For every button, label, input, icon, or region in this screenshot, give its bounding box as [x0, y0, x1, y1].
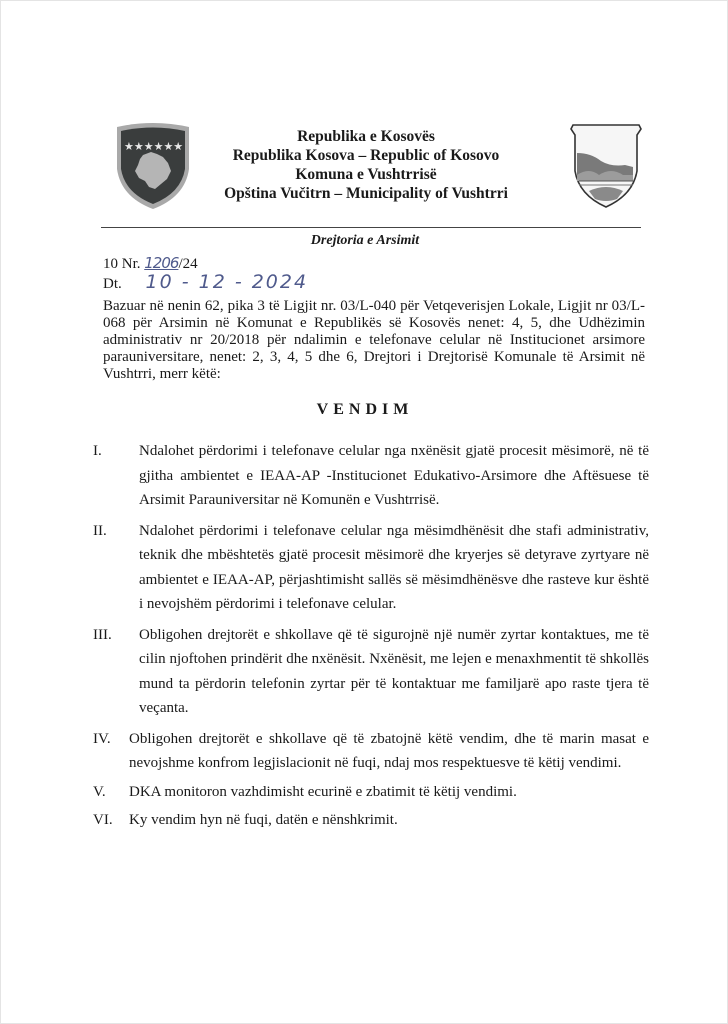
- letterhead-line: Republika e Kosovës: [297, 128, 435, 145]
- header-divider: [101, 227, 641, 228]
- item-number: IV.: [93, 730, 111, 747]
- department-name: Drejtoria e Arsimit: [310, 233, 420, 248]
- letterhead: [201, 127, 531, 203]
- decision-item: [93, 780, 649, 805]
- item-text: DKA monitoron vazhdimisht ecurinë e zbatimit të këtij vendimi.: [129, 783, 517, 800]
- decision-item: [93, 439, 649, 513]
- svg-text:★★★★★★: ★★★★★★: [124, 140, 184, 153]
- item-number: III.: [93, 626, 112, 643]
- vushtrri-municipality-emblem-icon: [567, 119, 645, 209]
- decision-item: [93, 623, 649, 721]
- item-text: Ndalohet përdorimi i telefonave celular nga nxënësit gjatë procesit mësimorë, në të gjitha ambientet e IEAA-AP -Institucionet Edukativo-Arsimore dhe Aftësuese të Arsimit Parauniversitar në Komunën e Vushtrrisë.: [139, 443, 649, 508]
- reference-date-handwritten: 10 - 12 - 2024: [145, 271, 309, 293]
- letterhead-line: Opština Vučitrn – Municipality of Vushtrri: [224, 185, 508, 202]
- reference-number-prefix: 10 Nr.: [103, 256, 141, 272]
- item-text: Obligohen drejtorët e shkollave që të zbatojnë këtë vendim, dhe të marin masat e nevojshme konfrom legjislacionit në fuqi, ndaj mos respektuesve të këtij vendimi.: [129, 730, 649, 771]
- decision-title: VENDIM: [316, 401, 414, 418]
- item-text: Ndalohet përdorimi i telefonave celular nga mësimdhënësit dhe stafi administrativ, teknik dhe mbështetës gjatë procesit mësimorë dhe kryerjes së detyrave zyrtyare në ambientet e IEAA-AP, përjashtimisht sallës së mësimdhënësve dhe rasteve kur është i nevojshëm përdorimi i telefonave celular.: [139, 522, 649, 612]
- decision-item: [93, 727, 649, 776]
- decision-item: [93, 519, 649, 617]
- reference-number-handwritten: 1206: [144, 254, 179, 272]
- letterhead-line: Republika Kosova – Republic of Kosovo: [232, 147, 500, 164]
- decision-item: [93, 808, 649, 833]
- item-number: I.: [93, 443, 102, 459]
- reference-number-suffix: /24: [178, 256, 198, 272]
- reference-date: [103, 273, 308, 293]
- reference-date-label: Dt.: [103, 276, 122, 292]
- item-number: V.: [93, 783, 106, 800]
- preamble-paragraph: Bazuar në nenin 62, pika 3 të Ligjit nr. 03/L-040 për Vetqeverisjen Lokale, Ligjit nr 03/L-068 për Arsimin në Komunat e Republikës së Kosovës nenet: 4, 5, dhe Udhëzimin administrativ nr 20/2018 për ndalimin e telefonave celular në Institucionet arsimore parauniversitare, nenet: 2, 3, 4, 5 dhe 6, Drejtori i Drejtorisë Komunale të Arsimit në Vushtrri, merr këtë:: [103, 298, 645, 382]
- item-text: Obligohen drejtorët e shkollave që të sigurojnë një numër zyrtar kontaktues, me të cilin njoftohen prindërit dhe nxënësit. Nxënësit, me lejen e menaxhmentit të shkollës mund ta përdorin telefonin zyrtar për të kontaktuar me familjarë apo raste tjera të veçanta.: [139, 626, 649, 716]
- decision-items: [93, 439, 649, 833]
- item-number: II.: [93, 522, 107, 539]
- kosovo-coat-of-arms-icon: [113, 121, 193, 211]
- item-text: Ky vendim hyn në fuqi, datën e nënshkrimit.: [129, 812, 398, 828]
- letterhead-line: Komuna e Vushtrrisë: [295, 166, 437, 183]
- reference-block: [103, 254, 308, 293]
- item-number: VI.: [93, 812, 113, 828]
